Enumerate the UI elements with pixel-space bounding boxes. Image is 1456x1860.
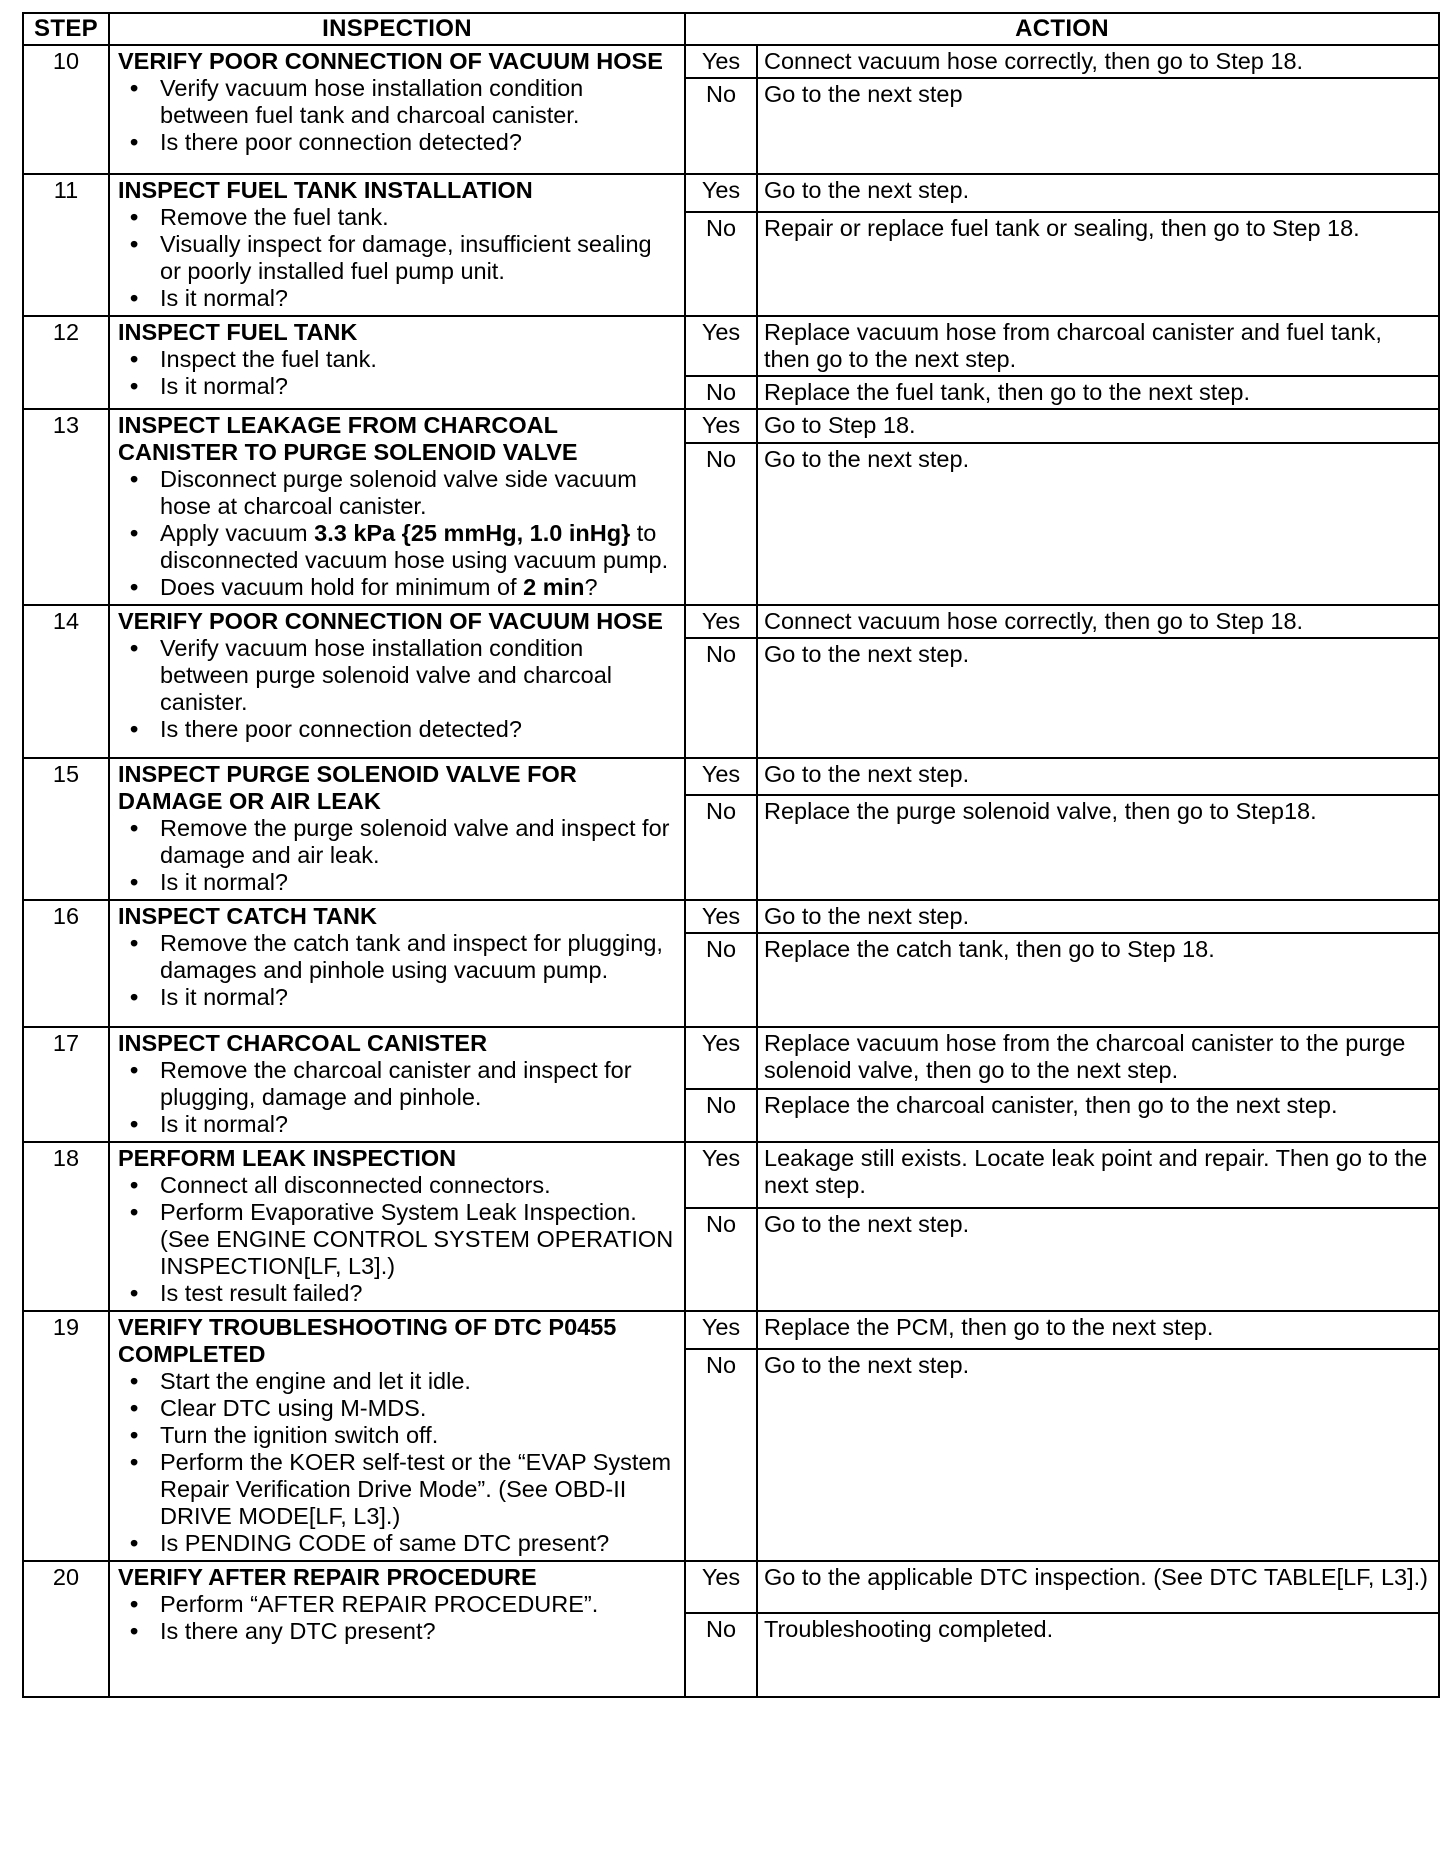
inspection-title: INSPECT CHARCOAL CANISTER (118, 1030, 488, 1056)
inspection-bullet-text: Is there poor connection detected? (160, 716, 522, 742)
yes-label: Yes (685, 1142, 757, 1208)
inspection-cell (109, 605, 685, 758)
inspection-cell (109, 45, 685, 174)
no-label: No (685, 443, 757, 606)
inspection-bullet (130, 1449, 678, 1530)
step-number: 14 (23, 605, 109, 758)
yes-action: Go to the applicable DTC inspection. (See DTC TABLE[LF, L3].) (757, 1561, 1439, 1613)
bullet-dot-icon: • (130, 716, 139, 742)
step-number: 17 (23, 1027, 109, 1142)
bullet-dot-icon: • (130, 869, 139, 895)
no-action: Replace the purge solenoid valve, then go to Step18. (757, 795, 1439, 900)
step-number: 19 (23, 1311, 109, 1561)
inspection-bullet-text: Is it normal? (160, 285, 288, 311)
inspection-bullet-text: Connect all disconnected connectors. (160, 1172, 551, 1198)
bullet-dot-icon: • (130, 1591, 139, 1617)
yes-action: Replace vacuum hose from the charcoal canister to the purge solenoid valve, then go to the next step. (757, 1027, 1439, 1089)
inspection-cell (109, 1561, 685, 1697)
inspection-bullet (130, 466, 678, 520)
bullet-dot-icon: • (130, 231, 139, 257)
table-row (23, 1311, 1439, 1349)
inspection-bullet (130, 984, 678, 1011)
yes-label: Yes (685, 1027, 757, 1089)
inspection-bullet (130, 815, 678, 869)
no-label: No (685, 638, 757, 758)
inspection-bullet (130, 1591, 678, 1618)
no-action: Go to the next step. (757, 1208, 1439, 1311)
inspection-bullet-text: Verify vacuum hose installation condition between fuel tank and charcoal canister. (160, 75, 584, 128)
step-number: 13 (23, 409, 109, 605)
no-label: No (685, 1613, 757, 1697)
yes-label: Yes (685, 1311, 757, 1349)
inspection-cell (109, 1027, 685, 1142)
table-row (23, 409, 1439, 443)
bullet-dot-icon: • (130, 635, 139, 661)
inspection-title: INSPECT FUEL TANK INSTALLATION (118, 177, 533, 203)
bullet-dot-icon: • (130, 930, 139, 956)
inspection-bullet (130, 285, 678, 312)
no-label: No (685, 78, 757, 174)
no-action: Replace the charcoal canister, then go to the next step. (757, 1089, 1439, 1142)
table-row (23, 316, 1439, 376)
no-action: Go to the next step. (757, 443, 1439, 606)
inspection-bullet (130, 1111, 678, 1138)
inspection-bullet (130, 1057, 678, 1111)
header-inspection: INSPECTION (109, 13, 685, 45)
inspection-title: INSPECT PURGE SOLENOID VALVE FOR DAMAGE OR AIR LEAK (118, 761, 577, 814)
inspection-title: VERIFY TROUBLESHOOTING OF DTC P0455 COMPLETED (118, 1314, 617, 1367)
inspection-bullet-text: Inspect the fuel tank. (160, 346, 377, 372)
yes-label: Yes (685, 409, 757, 443)
inspection-bullet (130, 129, 678, 156)
inspection-bullet-text: Is it normal? (160, 373, 288, 399)
yes-label: Yes (685, 316, 757, 376)
inspection-cell (109, 174, 685, 316)
bullet-dot-icon: • (130, 1280, 139, 1306)
table-row (23, 1142, 1439, 1208)
inspection-cell (109, 1311, 685, 1561)
step-number: 15 (23, 758, 109, 900)
inspection-bullet-text: Remove the purge solenoid valve and inspect for damage and air leak. (160, 815, 670, 868)
bullet-dot-icon: • (130, 1199, 139, 1225)
table-row (23, 45, 1439, 78)
inspection-bullet-text: Perform the KOER self-test or the “EVAP System Repair Verification Drive Mode”. (See OBD-II DRIVE MODE[LF, L3].) (160, 1449, 672, 1529)
inspection-bullet (130, 1172, 678, 1199)
inspection-bullet (130, 1395, 678, 1422)
yes-action: Leakage still exists. Locate leak point and repair. Then go to the next step. (757, 1142, 1439, 1208)
inspection-bullet (130, 930, 678, 984)
inspection-bullet-text: Visually inspect for damage, insufficient sealing or poorly installed fuel pump unit. (160, 231, 652, 284)
step-number: 20 (23, 1561, 109, 1697)
inspection-bullet (130, 1530, 678, 1557)
no-action: Troubleshooting completed. (757, 1613, 1439, 1697)
bullet-dot-icon: • (130, 373, 139, 399)
bullet-dot-icon: • (130, 815, 139, 841)
inspection-bullet-text: Turn the ignition switch off. (160, 1422, 439, 1448)
header-action: ACTION (685, 13, 1439, 45)
yes-action: Connect vacuum hose correctly, then go to Step 18. (757, 605, 1439, 638)
yes-label: Yes (685, 1561, 757, 1613)
inspection-bullet (130, 869, 678, 896)
bullet-dot-icon: • (130, 1172, 139, 1198)
bullet-dot-icon: • (130, 285, 139, 311)
yes-action: Go to the next step. (757, 758, 1439, 795)
inspection-bullet (130, 373, 678, 400)
no-label: No (685, 1089, 757, 1142)
step-number: 10 (23, 45, 109, 174)
inspection-bullet (130, 574, 678, 601)
inspection-bullet-text: Is test result failed? (160, 1280, 363, 1306)
inspection-bullet-text: Is there poor connection detected? (160, 129, 522, 155)
no-action: Replace the fuel tank, then go to the next step. (757, 376, 1439, 409)
inspection-bullet-text: Does vacuum hold for minimum of 2 min? (160, 574, 598, 600)
step-number: 12 (23, 316, 109, 409)
table-header-row (23, 13, 1439, 45)
inspection-title: VERIFY AFTER REPAIR PROCEDURE (118, 1564, 537, 1590)
inspection-bullet (130, 204, 678, 231)
yes-action: Replace the PCM, then go to the next step. (757, 1311, 1439, 1349)
bullet-dot-icon: • (130, 1618, 139, 1644)
inspection-title: PERFORM LEAK INSPECTION (118, 1145, 457, 1171)
inspection-bullet-text: Verify vacuum hose installation condition between purge solenoid valve and charcoal canister. (160, 635, 613, 715)
bullet-dot-icon: • (130, 75, 139, 101)
table-row (23, 900, 1439, 933)
inspection-title: VERIFY POOR CONNECTION OF VACUUM HOSE (118, 608, 663, 634)
inspection-bullet (130, 1199, 678, 1280)
bullet-dot-icon: • (130, 204, 139, 230)
bullet-dot-icon: • (130, 574, 139, 600)
yes-action: Go to Step 18. (757, 409, 1439, 443)
yes-action: Go to the next step. (757, 174, 1439, 212)
bullet-dot-icon: • (130, 466, 139, 492)
inspection-bullet-text: Is PENDING CODE of same DTC present? (160, 1530, 610, 1556)
inspection-bullet-text: Is it normal? (160, 869, 288, 895)
inspection-bullet-text: Clear DTC using M-MDS. (160, 1395, 427, 1421)
step-number: 16 (23, 900, 109, 1027)
no-label: No (685, 376, 757, 409)
table-row (23, 1561, 1439, 1613)
bullet-dot-icon: • (130, 1449, 139, 1475)
step-number: 18 (23, 1142, 109, 1311)
inspection-bullet (130, 716, 678, 743)
inspection-bullet-text: Remove the charcoal canister and inspect for plugging, damage and pinhole. (160, 1057, 632, 1110)
step-number: 11 (23, 174, 109, 316)
yes-action: Connect vacuum hose correctly, then go to Step 18. (757, 45, 1439, 78)
bullet-dot-icon: • (130, 520, 139, 546)
inspection-bullet (130, 231, 678, 285)
inspection-cell (109, 900, 685, 1027)
inspection-bullet (130, 346, 678, 373)
table-row (23, 174, 1439, 212)
inspection-bullet-text: Start the engine and let it idle. (160, 1368, 471, 1394)
bullet-dot-icon: • (130, 1111, 139, 1137)
inspection-title: INSPECT LEAKAGE FROM CHARCOAL CANISTER TO PURGE SOLENOID VALVE (118, 412, 578, 465)
inspection-bullet (130, 1368, 678, 1395)
header-step: STEP (23, 13, 109, 45)
no-label: No (685, 1208, 757, 1311)
inspection-bullet-text: Is it normal? (160, 1111, 288, 1137)
no-action: Replace the catch tank, then go to Step 18. (757, 933, 1439, 1027)
bullet-dot-icon: • (130, 1530, 139, 1556)
inspection-bullet (130, 635, 678, 716)
inspection-title: VERIFY POOR CONNECTION OF VACUUM HOSE (118, 48, 663, 74)
yes-label: Yes (685, 758, 757, 795)
yes-label: Yes (685, 45, 757, 78)
no-action: Repair or replace fuel tank or sealing, then go to Step 18. (757, 212, 1439, 316)
inspection-bullet (130, 75, 678, 129)
table-row (23, 605, 1439, 638)
inspection-bullet (130, 1422, 678, 1449)
inspection-cell (109, 758, 685, 900)
bullet-dot-icon: • (130, 1057, 139, 1083)
inspection-bullet-text: Disconnect purge solenoid valve side vacuum hose at charcoal canister. (160, 466, 637, 519)
inspection-bullet-text: Perform “AFTER REPAIR PROCEDURE”. (160, 1591, 599, 1617)
inspection-bullet (130, 520, 678, 574)
bullet-dot-icon: • (130, 129, 139, 155)
no-label: No (685, 933, 757, 1027)
no-label: No (685, 212, 757, 316)
yes-action: Go to the next step. (757, 900, 1439, 933)
yes-label: Yes (685, 174, 757, 212)
no-action: Go to the next step. (757, 1349, 1439, 1561)
inspection-cell (109, 1142, 685, 1311)
inspection-bullet (130, 1280, 678, 1307)
no-action: Go to the next step. (757, 638, 1439, 758)
inspection-cell (109, 316, 685, 409)
inspection-bullet-text: Perform Evaporative System Leak Inspection. (See ENGINE CONTROL SYSTEM OPERATION INSPECTION[LF, L3].) (160, 1199, 674, 1279)
diagnostic-procedure-table (22, 12, 1440, 1698)
no-label: No (685, 1349, 757, 1561)
inspection-bullet-text: Is it normal? (160, 984, 288, 1010)
inspection-title: INSPECT FUEL TANK (118, 319, 358, 345)
table-body (23, 45, 1439, 1697)
table-row (23, 1027, 1439, 1089)
bullet-dot-icon: • (130, 984, 139, 1010)
bullet-dot-icon: • (130, 1422, 139, 1448)
yes-label: Yes (685, 605, 757, 638)
no-action: Go to the next step (757, 78, 1439, 174)
inspection-cell (109, 409, 685, 605)
yes-action: Replace vacuum hose from charcoal canister and fuel tank, then go to the next step. (757, 316, 1439, 376)
inspection-bullet-text: Remove the catch tank and inspect for plugging, damages and pinhole using vacuum pump. (160, 930, 663, 983)
inspection-bullet-text: Remove the fuel tank. (160, 204, 389, 230)
inspection-bullet (130, 1618, 678, 1645)
bullet-dot-icon: • (130, 1395, 139, 1421)
bullet-dot-icon: • (130, 346, 139, 372)
no-label: No (685, 795, 757, 900)
yes-label: Yes (685, 900, 757, 933)
inspection-title: INSPECT CATCH TANK (118, 903, 377, 929)
inspection-bullet-text: Apply vacuum 3.3 kPa {25 mmHg, 1.0 inHg} to disconnected vacuum hose using vacuum pump. (160, 520, 669, 573)
table-row (23, 758, 1439, 795)
inspection-bullet-text: Is there any DTC present? (160, 1618, 436, 1644)
bullet-dot-icon: • (130, 1368, 139, 1394)
